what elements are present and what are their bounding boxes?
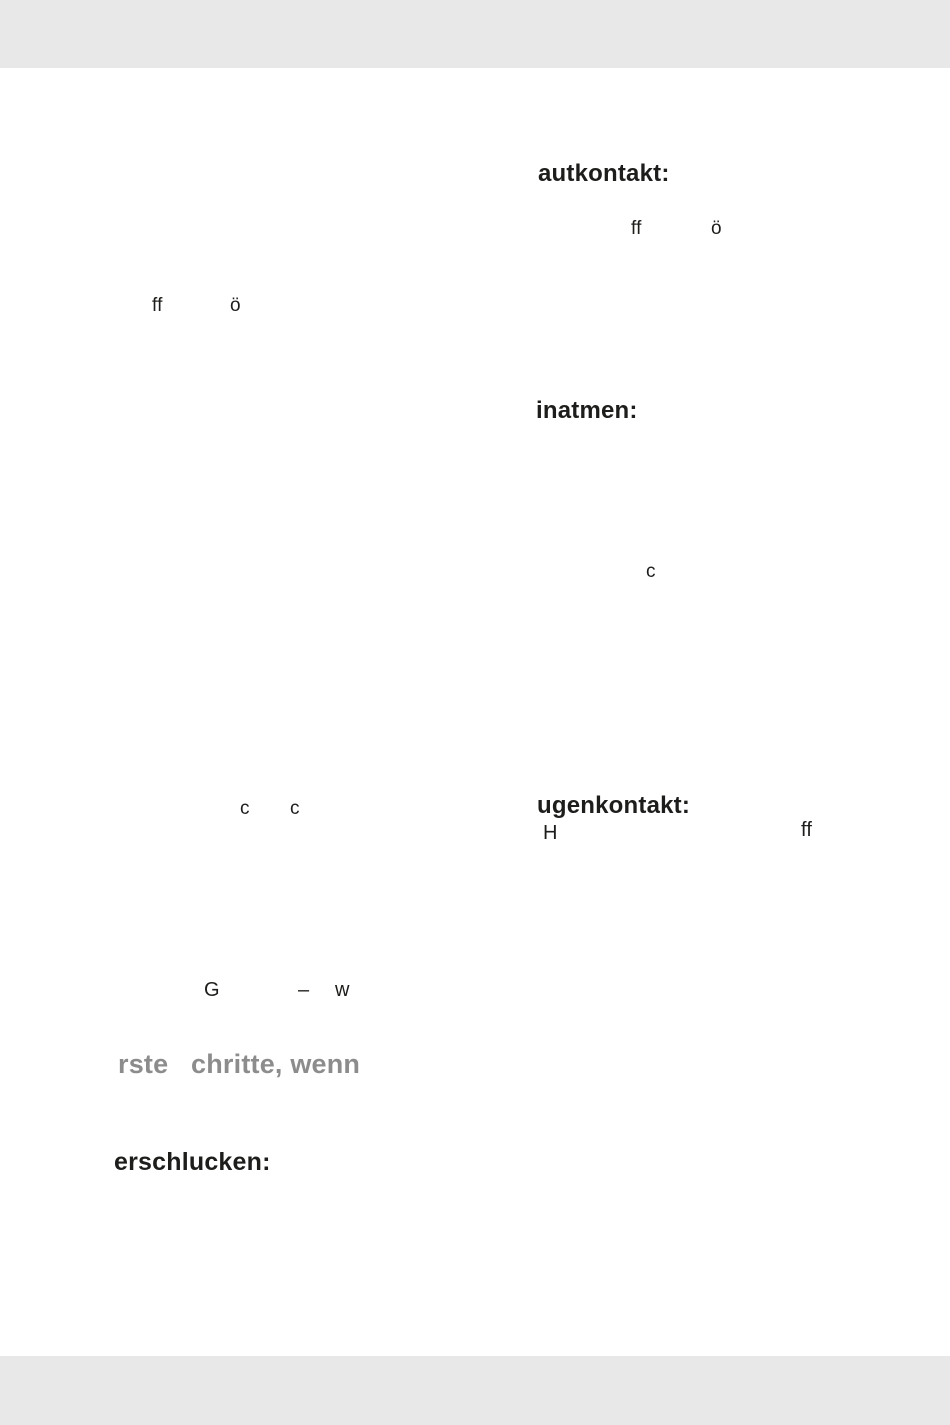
augenkontakt-fragment-h: H [543, 822, 558, 844]
hautkontakt-fragment-ff: ff [631, 218, 642, 239]
left-fragment-c2: c [290, 798, 300, 819]
left-fragment-oe: ö [230, 295, 241, 316]
first-steps-heading-part1: rste [118, 1049, 169, 1079]
left-fragment-c1: c [240, 798, 250, 819]
einatmen-label: inatmen: [536, 397, 638, 424]
left-fragment-g: G [204, 979, 220, 1001]
bottom-gray-bar [0, 1356, 950, 1425]
first-steps-heading-part2: chritte, wenn [191, 1049, 361, 1079]
left-fragment-ff: ff [152, 295, 163, 316]
top-gray-bar [0, 0, 950, 68]
verschlucken-label: erschlucken: [114, 1148, 271, 1176]
hautkontakt-fragment-oe: ö [711, 218, 722, 239]
augenkontakt-label: ugenkontakt: [537, 792, 691, 819]
augenkontakt-fragment-ff: ff [801, 819, 813, 841]
left-fragment-w: w [335, 979, 350, 1001]
left-fragment-dash: – [298, 979, 310, 1001]
einatmen-fragment-c: c [646, 561, 656, 582]
hautkontakt-label: autkontakt: [538, 160, 670, 187]
